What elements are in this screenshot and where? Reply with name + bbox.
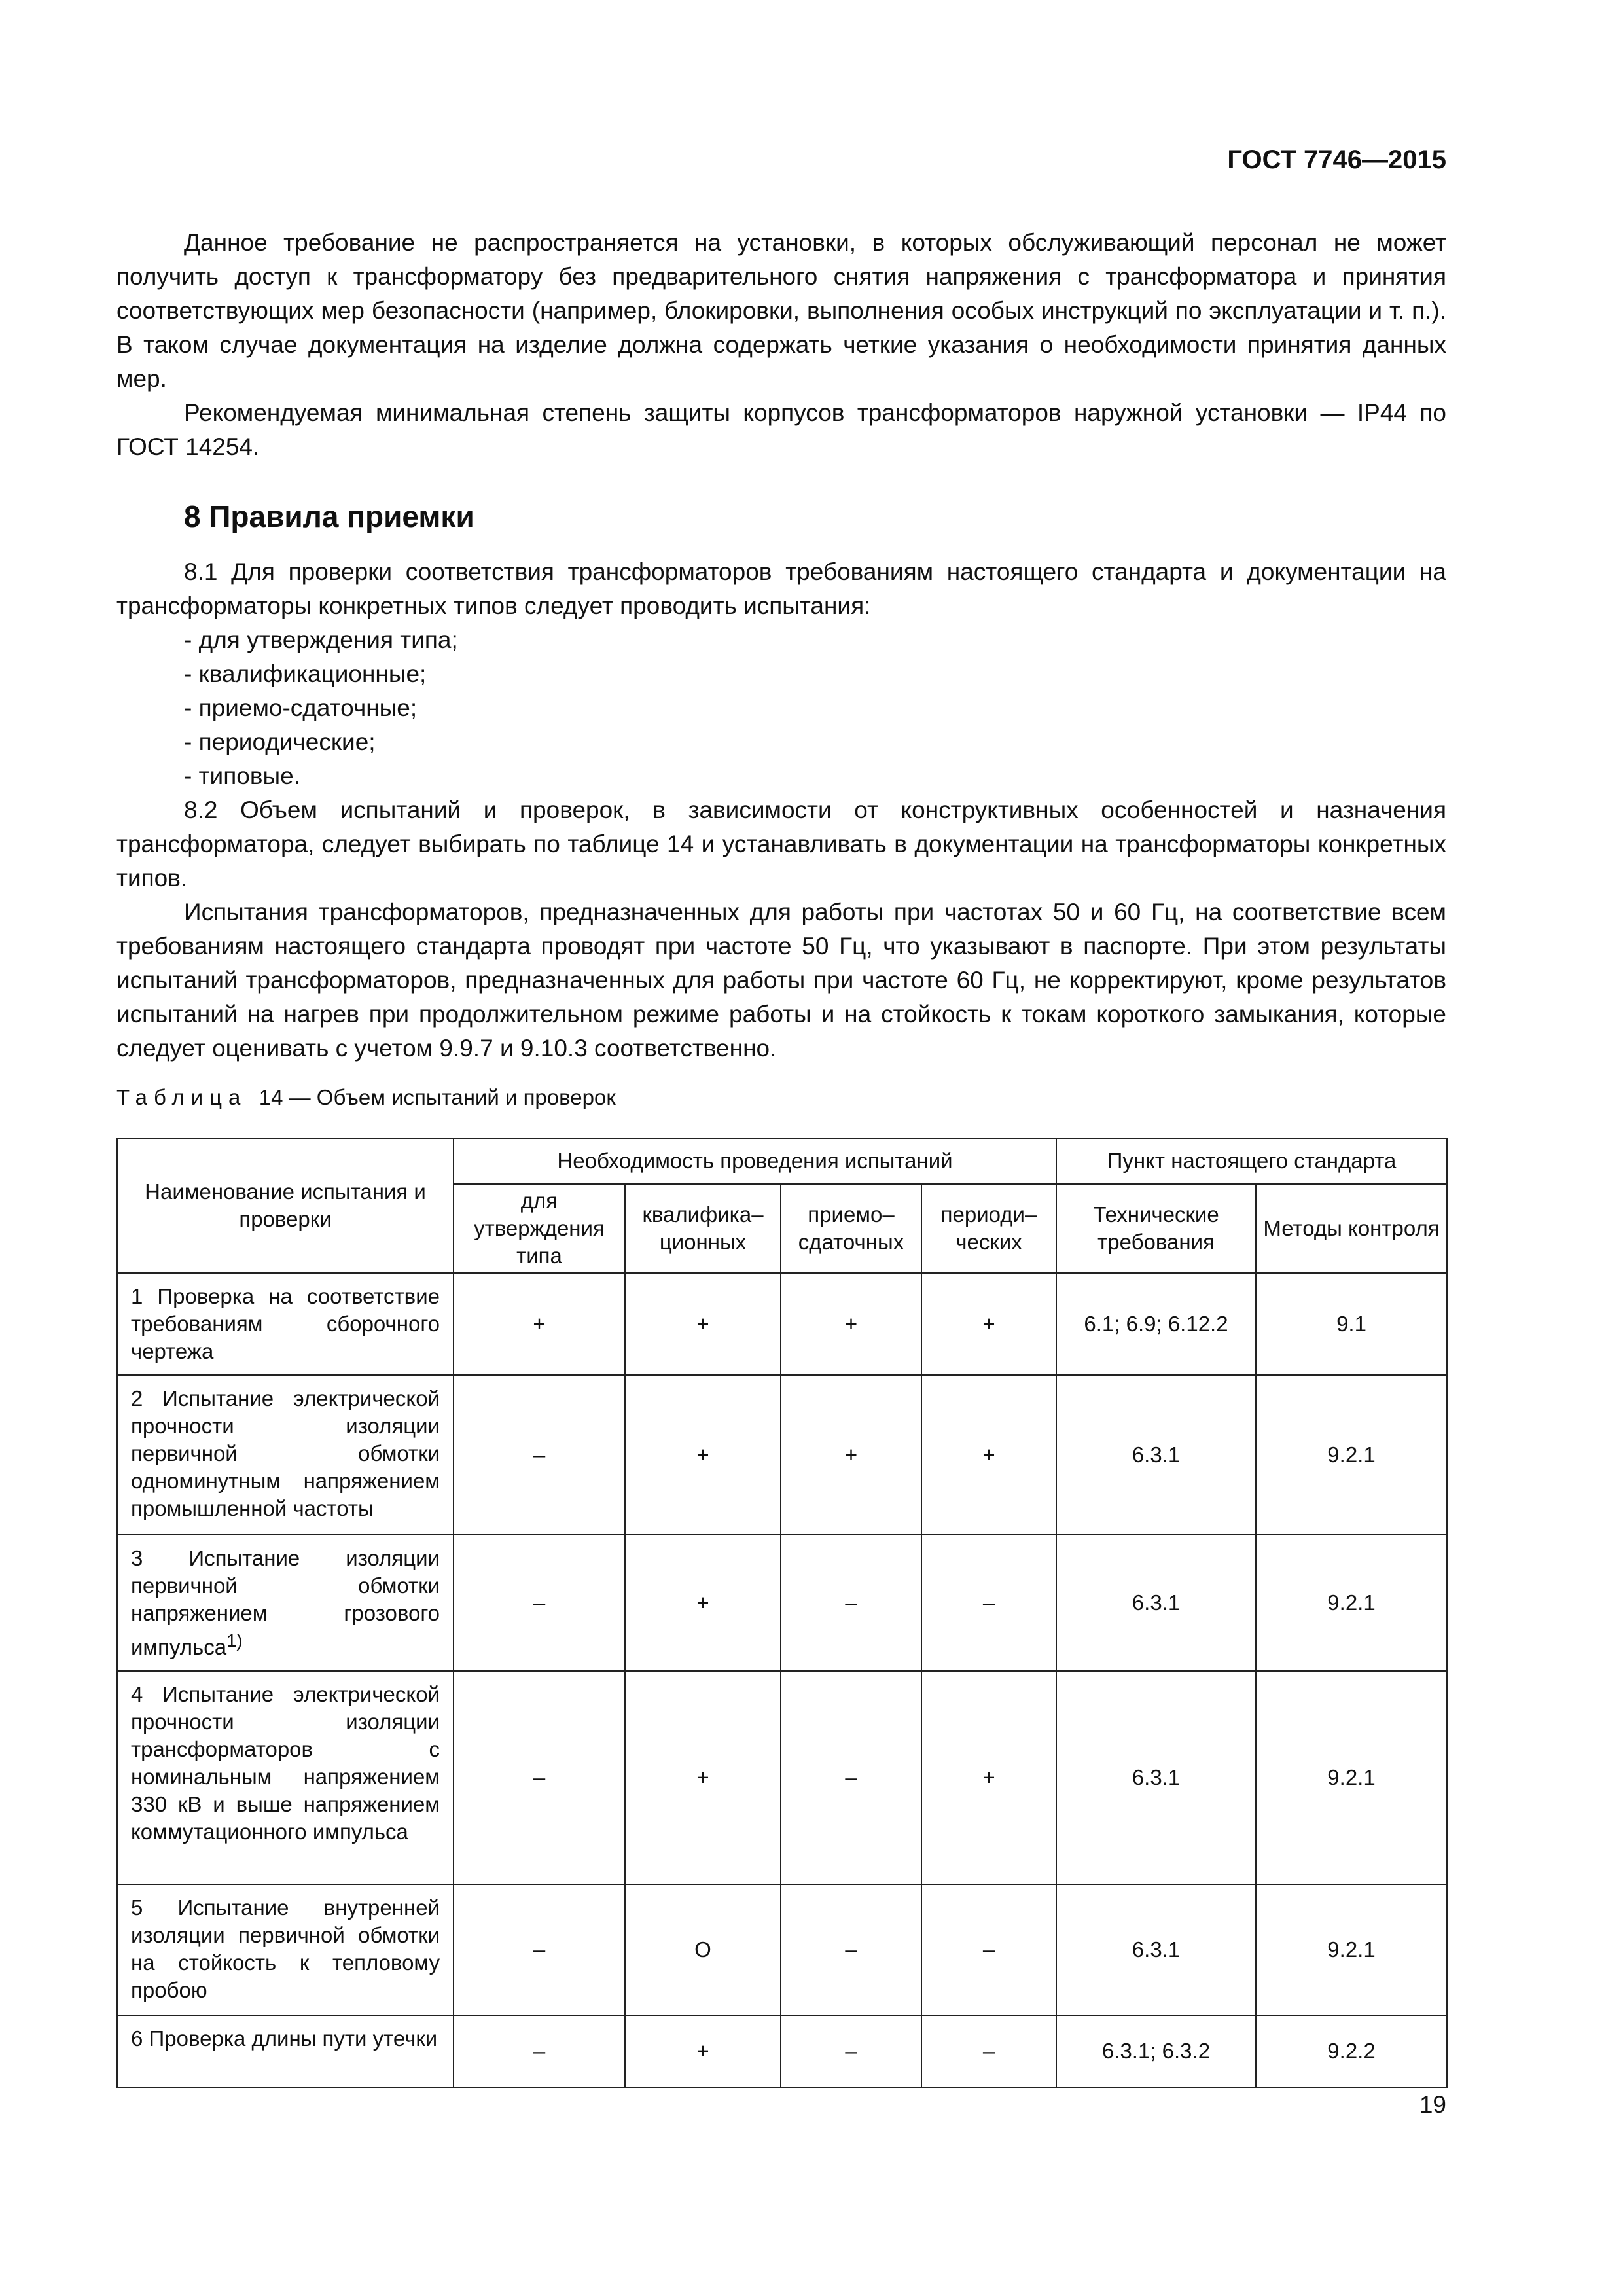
footnote-marker: 1) — [226, 1630, 243, 1651]
row-name: 4 Испытание электрической прочности изоляции трансформаторов с номинальным напряжением 330 кВ и выше напряжением коммутационного импульса — [117, 1671, 454, 1884]
table-row — [117, 2015, 1447, 2087]
table-cell: – — [781, 1884, 921, 2015]
list-item: - приемо-сдаточные; — [184, 694, 418, 721]
column-header-name: Наименование испытания и проверки — [117, 1138, 454, 1273]
table-cell: – — [921, 1535, 1056, 1671]
table-row — [117, 1273, 1447, 1375]
table-cell: 9.2.1 — [1256, 1671, 1447, 1884]
table-cell: – — [781, 1671, 921, 1884]
table-cell: + — [921, 1671, 1056, 1884]
table-cell: + — [625, 1535, 781, 1671]
table-cell: – — [454, 1535, 625, 1671]
table-cell: 6.3.1 — [1056, 1671, 1256, 1884]
page-number: 19 — [1419, 2091, 1446, 2118]
table-cell: + — [625, 1273, 781, 1375]
table-cell: – — [781, 2015, 921, 2087]
table-caption-text: 14 — Объем испытаний и проверок — [259, 1085, 616, 1109]
row-name: 6 Проверка длины пути утечки — [117, 2015, 454, 2087]
table-cell: – — [454, 1375, 625, 1535]
table-row — [117, 1375, 1447, 1535]
table-cell: 6.3.1 — [1056, 1535, 1256, 1671]
column-header: периоди–ческих — [921, 1184, 1056, 1273]
table-row — [117, 1671, 1447, 1884]
table-cell: – — [921, 1884, 1056, 2015]
table-cell: + — [625, 1671, 781, 1884]
paragraph: 8.2 Объем испытаний и проверок, в зависимости от конструктивных особенностей и назначения трансформатора, следует выбирать по таблице 14 и устанавливать в документации на трансформаторы конкретных типов. — [116, 797, 1446, 891]
column-group-clause: Пункт настоящего стандарта — [1056, 1138, 1447, 1184]
row-name: 5 Испытание внутренней изоляции первичной обмотки на стойкость к тепловому пробою — [117, 1884, 454, 2015]
paragraph: Данное требование не распространяется на установки, в которых обслуживающий персонал не может получить доступ к трансформатору без предварительного снятия напряжения с трансформатора и принятия соответствующих мер безопасности (например, блокировки, выполнения особых инструкций по эксплуатации и т. п.). В таком случае документация на изделие должна содержать четкие указания о необходимости принятия данных мер. — [116, 229, 1446, 392]
section-title: 8 Правила приемки — [184, 499, 474, 533]
table-cell: – — [921, 2015, 1056, 2087]
table-cell: + — [921, 1375, 1056, 1535]
table-cell: + — [625, 2015, 781, 2087]
column-header: квалифика–ционных — [625, 1184, 781, 1273]
table-cell: 6.3.1 — [1056, 1884, 1256, 2015]
table-cell: 9.2.1 — [1256, 1375, 1447, 1535]
table-cell: О — [625, 1884, 781, 2015]
section-body — [116, 555, 1446, 1066]
column-header: Методы контроля — [1256, 1184, 1447, 1273]
table-cell: – — [781, 1535, 921, 1671]
list-item: - типовые. — [184, 762, 300, 789]
table-cell: 9.2.1 — [1256, 1884, 1447, 2015]
table-cell: + — [781, 1273, 921, 1375]
list-item: - квалификационные; — [184, 660, 427, 687]
table-cell: + — [781, 1375, 921, 1535]
row-name: 2 Испытание электрической прочности изоляции первичной обмотки одноминутным напряжением промышленной частоты — [117, 1375, 454, 1535]
table-cell: 6.3.1 — [1056, 1375, 1256, 1535]
row-name — [117, 1535, 454, 1671]
table-caption-label: Таблица — [116, 1085, 247, 1109]
table-cell: 9.1 — [1256, 1273, 1447, 1375]
paragraph: Рекомендуемая минимальная степень защиты корпусов трансформаторов наружной установки — IP44 по ГОСТ 14254. — [116, 399, 1446, 460]
table-cell: 6.1; 6.9; 6.12.2 — [1056, 1273, 1256, 1375]
tests-table — [116, 1138, 1448, 2088]
table-cell: – — [454, 1884, 625, 2015]
column-header: приемо–сдаточных — [781, 1184, 921, 1273]
table-cell: 9.2.1 — [1256, 1535, 1447, 1671]
intro-text — [116, 226, 1446, 464]
test-types-list — [116, 623, 1446, 793]
document-id: ГОСТ 7746—2015 — [1227, 145, 1446, 174]
row-name-text: 3 Испытание изоляции первичной обмотки напряжением грозового импульса — [131, 1546, 440, 1659]
table-caption — [116, 1085, 616, 1110]
table-row — [117, 1535, 1447, 1671]
table-cell: + — [625, 1375, 781, 1535]
row-name: 1 Проверка на соответствие требованиям сборочного чертежа — [117, 1273, 454, 1375]
table-cell: + — [454, 1273, 625, 1375]
list-item: - периодические; — [184, 728, 376, 755]
table-cell: 9.2.2 — [1256, 2015, 1447, 2087]
paragraph: 8.1 Для проверки соответствия трансформаторов требованиям настоящего стандарта и документации на трансформаторы конкретных типов следует проводить испытания: — [116, 558, 1446, 619]
table-cell: 6.3.1; 6.3.2 — [1056, 2015, 1256, 2087]
paragraph: Испытания трансформаторов, предназначенных для работы при частотах 50 и 60 Гц, на соответствие всем требованиям настоящего стандарта проводят при частоте 50 Гц, что указывают в паспорте. При этом результаты испытаний трансформаторов, предназначенных для работы при частоте 60 Гц, не корректируют, кроме результатов испытаний на нагрев при продолжительном режиме работы и на стойкость к токам короткого замыкания, которые следует оценивать с учетом 9.9.7 и 9.10.3 соответственно. — [116, 899, 1446, 1062]
column-header: Технические требования — [1056, 1184, 1256, 1273]
column-header: для утверждения типа — [454, 1184, 625, 1273]
list-item: - для утверждения типа; — [184, 626, 458, 653]
table-row — [117, 1884, 1447, 2015]
table-cell: – — [454, 1671, 625, 1884]
table-cell: + — [921, 1273, 1056, 1375]
column-group-necessity: Необходимость проведения испытаний — [454, 1138, 1056, 1184]
table-cell: – — [454, 2015, 625, 2087]
